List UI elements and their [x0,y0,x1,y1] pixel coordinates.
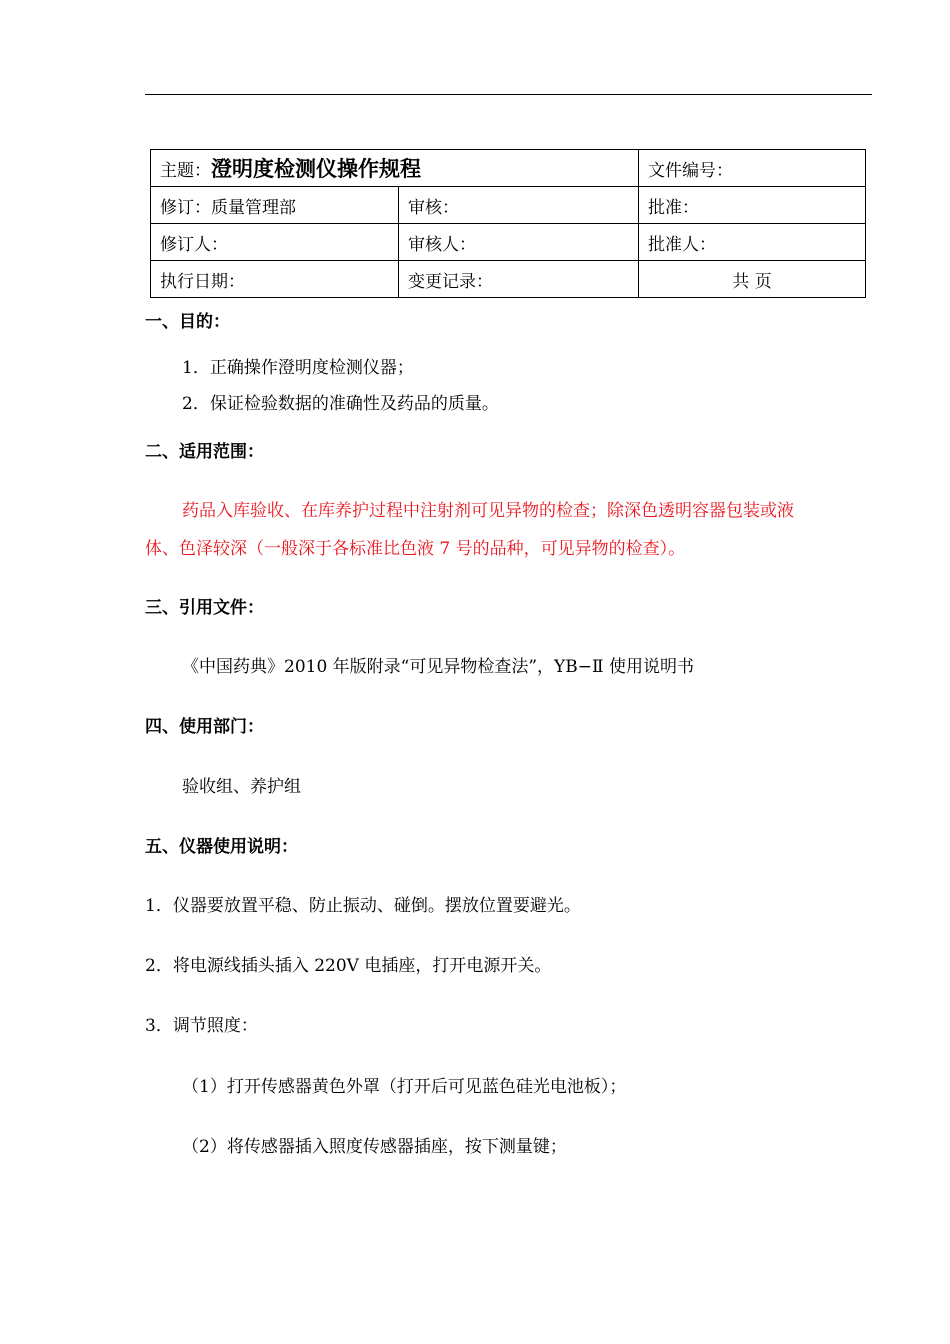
exec-date-cell: 执行日期： [151,261,399,298]
section-heading-references: 三、引用文件： [145,598,264,618]
approve-cell: 批准： [639,187,866,224]
table-row [151,261,866,298]
table-row [151,150,866,187]
reviser-cell: 修订人： [151,224,399,261]
doc-number-cell: 文件编号： [639,150,866,187]
subject-cell [151,150,639,187]
section-heading-purpose: 一、目的： [145,312,230,332]
document-title: 澄明度检测仪操作规程 [211,156,421,181]
instruction-substep: （1）打开传感器黄色外罩（打开后可见蓝色硅光电池板）； [182,1077,627,1097]
approver-cell: 批准人： [639,224,866,261]
table-row [151,224,866,261]
scope-text-line: 药品入库验收、在库养护过程中注射剂可见异物的检查；除深色透明容器包装或液 [182,501,794,521]
purpose-item: 2．保证检验数据的准确性及药品的质量。 [182,394,499,414]
header-rule [145,94,872,95]
instruction-step: 3．调节照度： [145,1016,258,1036]
instruction-step: 2．将电源线插头插入 220V 电插座，打开电源开关。 [145,956,552,976]
section-heading-departments: 四、使用部门： [145,717,264,737]
instruction-substep: （2）将传感器插入照度传感器插座，按下测量键； [182,1137,567,1157]
table-row [151,187,866,224]
section-heading-instructions: 五、仪器使用说明： [145,837,298,857]
instruction-step: 1．仪器要放置平稳、防止振动、碰倒。摆放位置要避光。 [145,896,581,916]
reviewer-cell: 审核人： [399,224,639,261]
references-text: 《中国药典》2010 年版附录“可见异物检查法”，YB−Ⅱ 使用说明书 [182,657,694,677]
subject-label: 主题： [160,161,211,181]
document-info-table [150,149,866,298]
departments-text: 验收组、养护组 [182,777,301,797]
review-cell: 审核： [399,187,639,224]
section-heading-scope: 二、适用范围： [145,442,264,462]
scope-text-line: 体、色泽较深（一般深于各标准比色液 7 号的品种，可见异物的检查）。 [145,539,686,559]
purpose-item: 1．正确操作澄明度检测仪器； [182,358,414,378]
pages-cell: 共 页 [639,261,866,298]
change-record-cell: 变更记录： [399,261,639,298]
revised-by-cell: 修订：质量管理部 [151,187,399,224]
